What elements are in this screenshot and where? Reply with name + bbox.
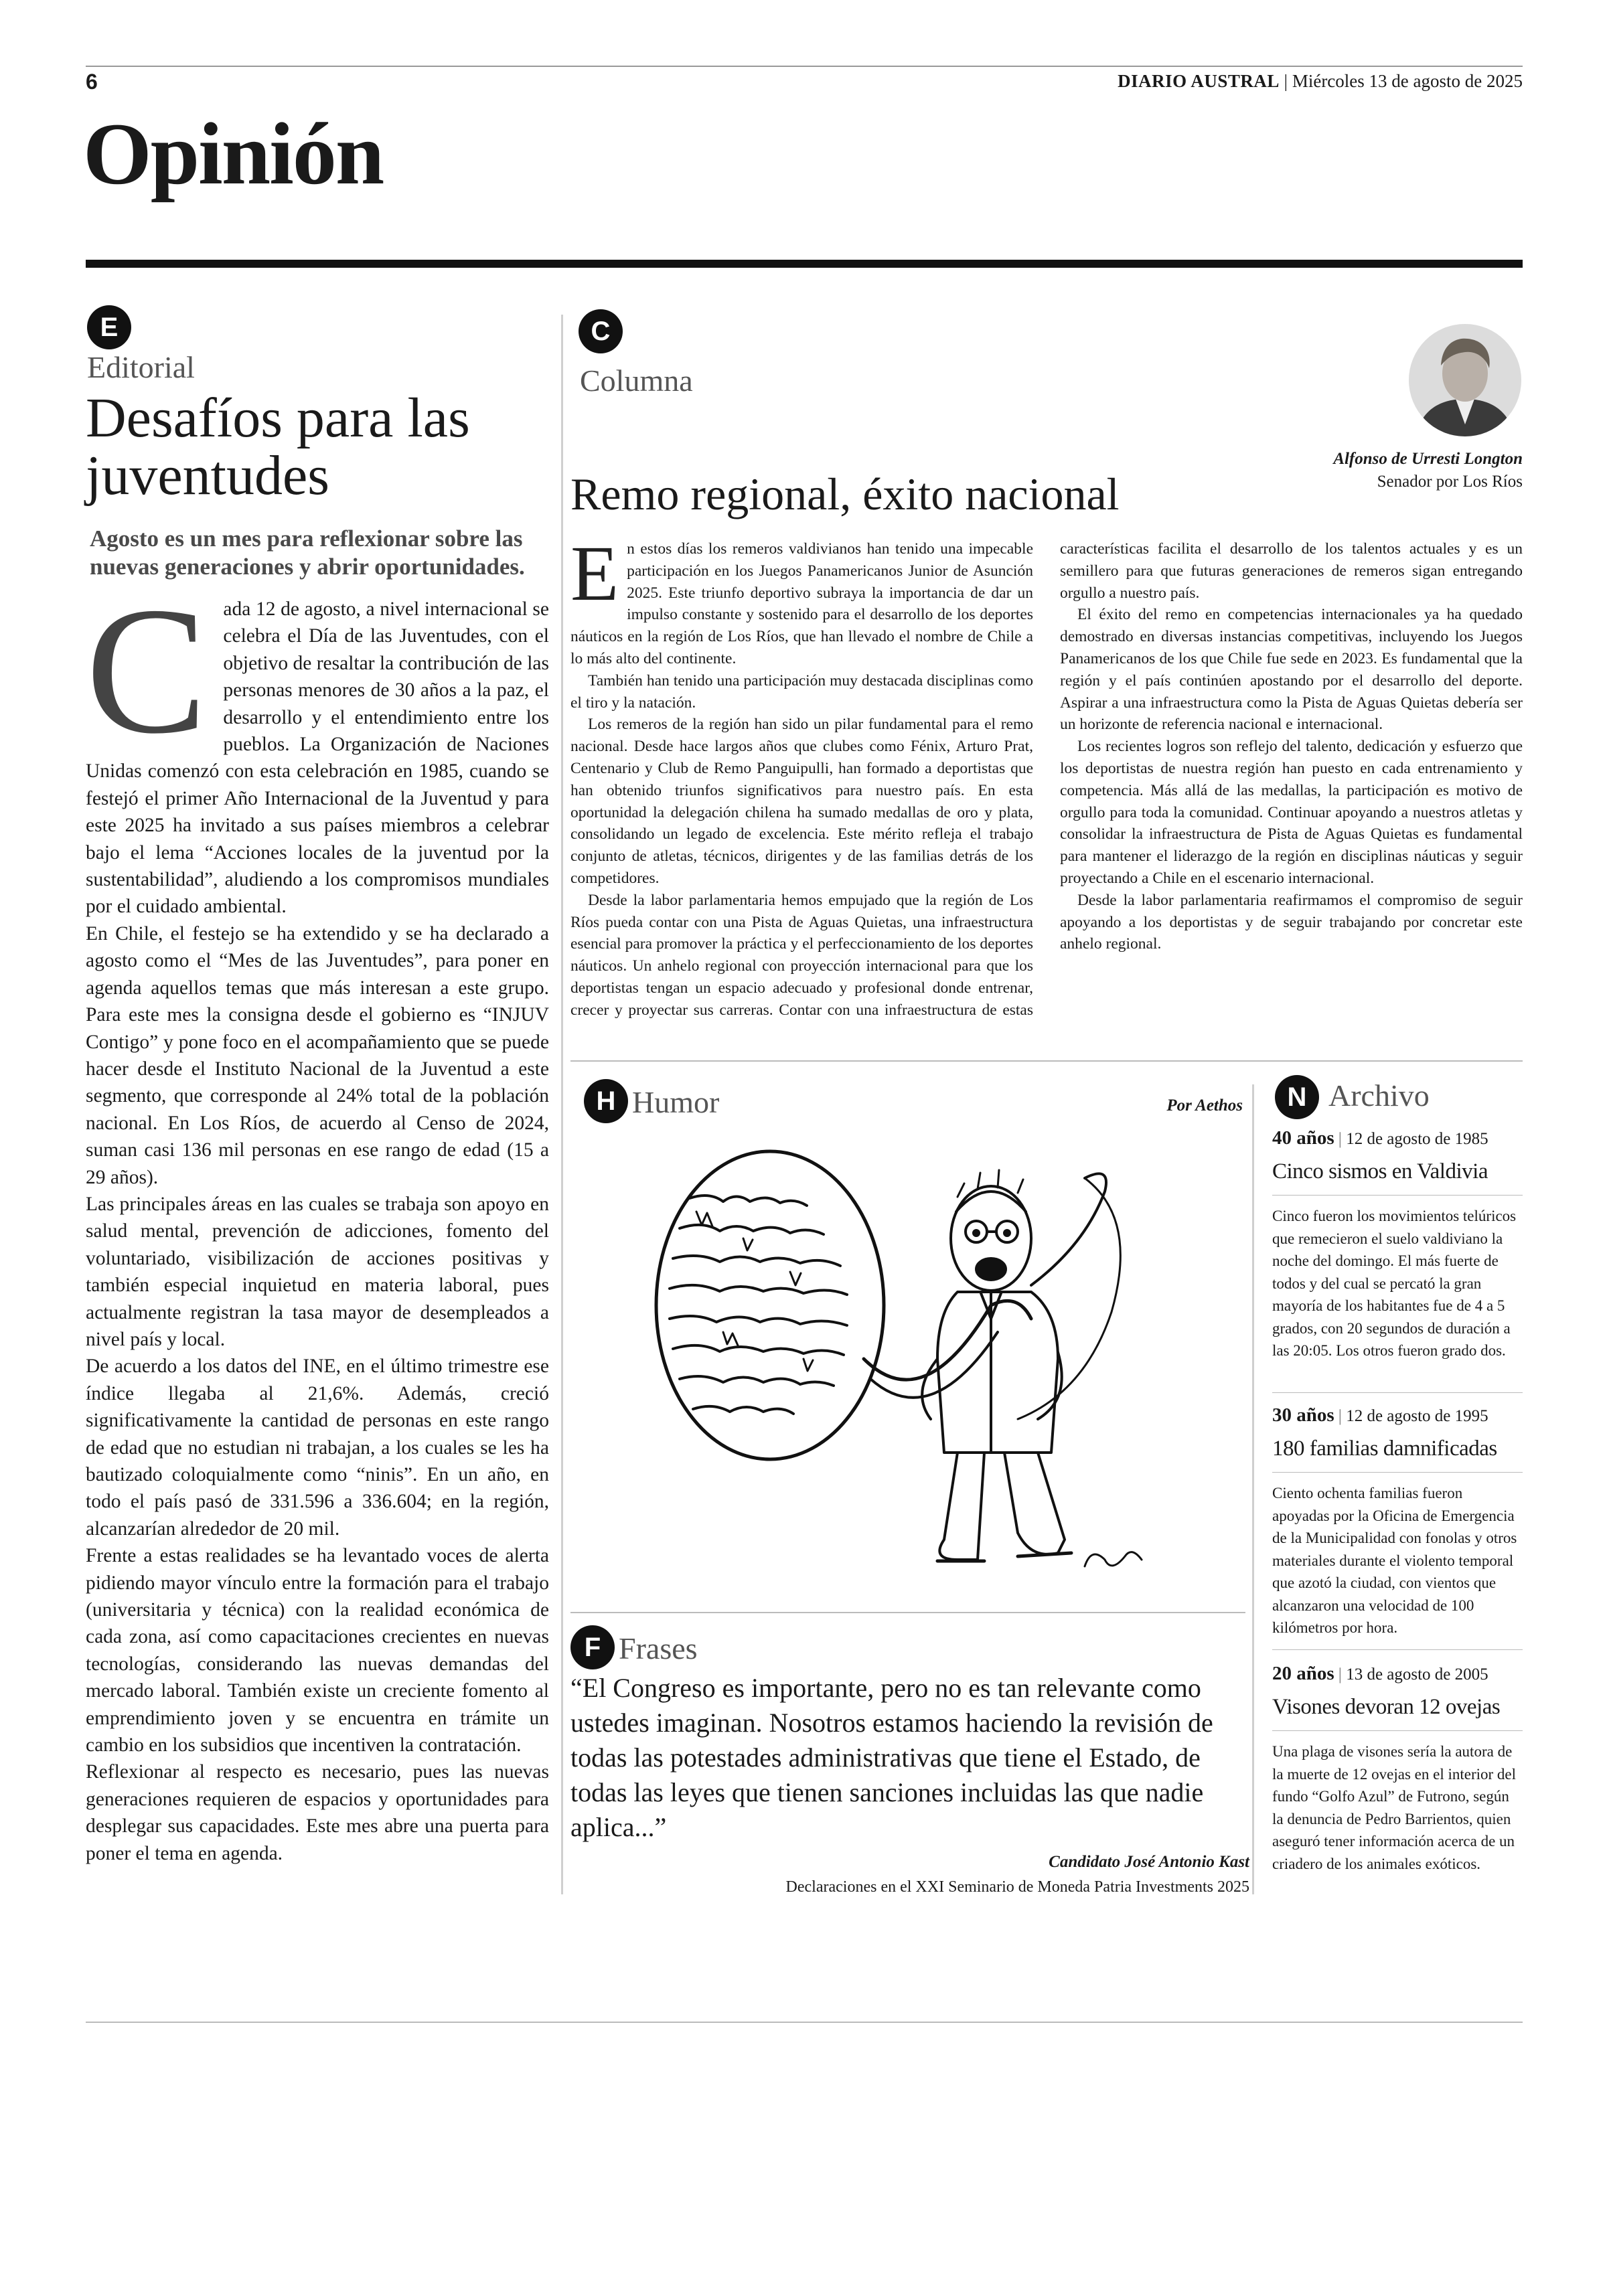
- archivo-date: 12 de agosto de 1985: [1346, 1130, 1488, 1148]
- editorial-paragraph: Frente a estas realidades se ha levantado voces de alerta pidiendo mayor vínculo entre la formación para el trabajo (universitaria y técnica) con la realidad económica de cada zona, así como capacitaciones crecientes en nuevas tecnologías, considerando las nuevas demandas del mercado laboral. También existe un creciente fomento al emprendimiento joven y se encuentra en trámite un cambio en los subsidios que incentiven la contratación.: [86, 1545, 549, 1756]
- column-label: Columna: [580, 363, 693, 398]
- humor-label: Humor: [632, 1085, 720, 1119]
- humor-badge: H: [584, 1079, 628, 1123]
- editorial-title: Desafíos para las juventudes: [86, 387, 470, 507]
- archivo-years: 20 años: [1272, 1663, 1334, 1684]
- editorial-body: [86, 570, 549, 1867]
- editorial-paragraph: De acuerdo a los datos del INE, en el último trimestre ese índice llegaba al 21,6%. Además, creció significativamente la cantidad de personas en este rango de edad que no estudian ni trabajan, a los cuales se les ha bautizado coloquialmente como “ninis”. En un año, en todo el país pasó de 331.596 a 336.604; en la región, alcanzarían alrededor de 20 mil.: [86, 1356, 549, 1540]
- editorial-drop-cap: C: [86, 570, 208, 771]
- archivo-date: 12 de agosto de 1995: [1346, 1407, 1488, 1425]
- archivo-headline: Cinco sismos en Valdivia: [1272, 1159, 1488, 1183]
- header-thick-rule: [86, 260, 1523, 268]
- archivo-divider: [1272, 1392, 1523, 1393]
- author-portrait-icon: [1409, 324, 1521, 436]
- top-rule: [86, 66, 1523, 67]
- archivo-item: 40 años | 12 de agosto de 1985 Cinco sismos en Valdivia Cinco fueron los movimientos telúricos que remecieron el suelo valdiviano la noche del domingo. El más fuerte de todos y del cual se percató la gran mayoría de los habitantes fue de 4 a 5 grados, con 20 segundos de duración a las 20:05. Los otros fueron grado dos.: [1272, 1127, 1523, 1362]
- archivo-years: 40 años: [1272, 1127, 1334, 1149]
- archivo-headline: Visones devoran 12 ovejas: [1272, 1695, 1501, 1719]
- editorial-paragraph: Reflexionar al respecto es necesario, pues las nuevas generaciones requieren de espacios y oportunidades para desplegar sus capacidades. Este mes abre una puerta para poner el tema en agenda.: [86, 1761, 549, 1864]
- archivo-headline-rule: [1272, 1730, 1523, 1731]
- frases-badge: F: [570, 1625, 615, 1669]
- archivo-text: Una plaga de visones sería la autora de la muerte de 12 ovejas en el interior del fundo “Golfo Azul” de Futrono, según la denuncia de Pedro Barrientos, quien aseguró tener información acerca de un criadero de los animales exóticos.: [1272, 1743, 1517, 1872]
- editorial-badge: E: [87, 305, 131, 349]
- column-paragraph: Desde la labor parlamentaria reafirmamos el compromiso de seguir apoyando a los deportistas y de seguir trabajando por concretar este anhelo regional.: [1060, 891, 1523, 953]
- column-author-role: Senador por Los Ríos: [1377, 473, 1523, 491]
- archivo-item: 20 años | 13 de agosto de 2005 Visones devoran 12 ovejas Una plaga de visones sería la autora de la muerte de 12 ovejas en el interior del fundo “Golfo Azul” de Futrono, según la denuncia de Pedro Barrientos, quien aseguró tener información acerca de un criadero de los animales exóticos.: [1272, 1663, 1523, 1875]
- archivo-headline-rule: [1272, 1195, 1523, 1196]
- section-title: Opinión: [83, 104, 384, 203]
- bottom-rule: [86, 2022, 1523, 2023]
- column-paragraph: Los remeros de la región han sido un pilar fundamental para el remo nacional. Desde hace largos años que clubes como Fénix, Arturo Prat, Centenario y Club de Remo Panguipulli, han formado a deportistas que han obtenido triunfos significativos para nuestro país. En esta oportunidad la delegación chilena ha sumado medallas de oro y plata, consolidando un legado de excelencia. Este mérito refleja el trabajo conjunto de atletas, técnicos, dirigentes y de las familias detrás de los competidores.: [570, 716, 1033, 887]
- column-drop-cap: E: [570, 529, 619, 617]
- cartoon-illustration-icon: [643, 1138, 1165, 1593]
- column-paragraph: También han tenido una participación muy destacada disciplinas como el tiro y la natación.: [570, 671, 1033, 712]
- frases-quote: “El Congreso es importante, pero no es tan relevante como ustedes imaginan. Nosotros estamos haciendo la revisión de todas las potestades administrativas que tiene el Estado, de todas las leyes que tienen sanciones incluidas las que nadie aplica...”: [570, 1673, 1213, 1842]
- editorial-subtitle: Agosto es un mes para reflexionar sobre las nuevas generaciones y abrir oportunidades.: [90, 525, 525, 580]
- archivo-headline: 180 familias damnificadas: [1272, 1437, 1497, 1461]
- author-photo: [1409, 324, 1521, 436]
- humor-credit: Por Aethos: [1166, 1096, 1243, 1115]
- column-paragraph: Desde la labor parlamentaria hemos empujado que la región de Los Ríos pueda contar con una Pista de Aguas Quietas, una infraestructura esencial para promover la práctica y el perfeccionamiento de los deportes náuticos. Un anhelo regional con proyección internacional para que los deportistas tengan un espacio adecuado y profesional donde entrenar, crecer y proyectar sus carreras. Contar con una infraestructura de estas características facilita el desarrollo de los talentos actuales y es un semillero para que futuras generaciones de remeros sigan entregando orgullo a nuestro país.: [570, 540, 1523, 1019]
- archivo-years: 30 años: [1272, 1404, 1334, 1426]
- editorial-paragraph: Las principales áreas en las cuales se trabaja son apoyo en salud mental, prevención de adicciones, fomento del voluntariado, visibilización de acciones positivas y también especial inquietud en materia laboral, pues actualmente registran la tasa mayor de desempleados a nivel país y local.: [86, 1193, 549, 1350]
- archivo-item: 30 años | 12 de agosto de 1995 180 familias damnificadas Ciento ochenta familias fueron apoyadas por la Oficina de Emergencia de la Municipalidad con fonolas y otros materiales durante el violento temporal que azotó la ciudad, con vientos que alcanzaron una velocidad de 100 kilómetros por hora.: [1272, 1404, 1523, 1639]
- frases-top-rule: [570, 1612, 1245, 1613]
- editorial-paragraph: ada 12 de agosto, a nivel internacional se celebra el Día de las Juventudes, con el objetivo de resaltar la contribución de las personas menores de 30 años a la paz, el desarrollo y el entendimiento entre los pueblos. La Organización de Naciones Unidas comenzó con esta celebración en 1985, cuando se festejó el primer Año Internacional de la Juventud y para este 2025 ha invitado a sus países miembros a celebrar bajo el lema “Acciones locales de la juventud por la sustentabilidad”, aludiendo a los compromisos mundiales por el cuidado ambiental.: [86, 598, 549, 918]
- column-author: Alfonso de Urresti Longton: [1333, 450, 1523, 468]
- editorial-paragraph: En Chile, el festejo se ha extendido y se ha declarado a agosto como el “Mes de las Juventudes”, para poner en agenda aquellos temas que más interesan a este grupo. Para este mes la consigna desde el gobierno es “INJUV Contigo” y pone foco en el acompañamiento que se puede hacer desde el Instituto Nacional de la Juventud a este segmento, que corresponde al 24% total de la población nacional. En Los Ríos, de acuerdo al Censo de 2024, suman casi 136 mil personas en ese rango de edad (15 a 29 años).: [86, 922, 549, 1188]
- frases-attribution: Candidato José Antonio Kast: [1049, 1853, 1249, 1871]
- humor-cartoon: [643, 1138, 1165, 1593]
- newspaper-name: DIARIO AUSTRAL: [1118, 71, 1280, 91]
- column-paragraph: n estos días los remeros valdivianos han tenido una impecable participación en los Juegos Panamericanos Junior de Asunción 2025. Este triunfo deportivo subraya la importancia de dar un impulso constante y sostenido para el desarrollo de los deportes náuticos en la región de Los Ríos, que han llevado el nombre de Chile a lo más alto del continente.: [570, 540, 1033, 667]
- archivo-divider: [1272, 1649, 1523, 1650]
- archivo-date: 13 de agosto de 2005: [1346, 1665, 1488, 1684]
- column-title: Remo regional, éxito nacional: [570, 469, 1120, 519]
- humor-top-rule: [570, 1060, 1523, 1062]
- archivo-text: Cinco fueron los movimientos telúricos que remecieron el suelo valdiviano la noche del domingo. El más fuerte de todos y del cual se percató la gran mayoría de los habitantes fue de 4 a 5 grados, con 20 segundos de duración a las 20:05. Los otros fueron grado dos.: [1272, 1208, 1517, 1359]
- column-body: [570, 529, 1523, 1036]
- archivo-headline-rule: [1272, 1472, 1523, 1473]
- masthead-dateline: [1118, 71, 1523, 92]
- issue-date: Miércoles 13 de agosto de 2025: [1292, 71, 1523, 91]
- editorial-label: Editorial: [87, 350, 195, 384]
- column-paragraph: El éxito del remo en competencias internacionales ya ha quedado demostrado en diversas instancias competitivas, incluyendo los Juegos Panamericanos de los que Chile fue sede en 2023. Es fundamental que la región y el país continúen apostando por el desarrollo del deporte. Aspirar a una infraestructura como la Pista de Aguas Quietas debería ser un horizonte de referencia nacional e internacional.: [1060, 606, 1523, 734]
- dateline-separator: |: [1284, 71, 1288, 91]
- archivo-label: Archivo: [1328, 1078, 1430, 1113]
- frases-label: Frases: [619, 1631, 698, 1665]
- archivo-text: Ciento ochenta familias fueron apoyadas por la Oficina de Emergencia de la Municipalidad con fonolas y otros materiales durante el violento temporal que azotó la ciudad, con vientos que alcanzaron una velocidad de 100 kilómetros por hora.: [1272, 1485, 1517, 1636]
- column-divider-mid: [1252, 1084, 1254, 1894]
- column-badge: C: [579, 309, 623, 353]
- frases-context: Declaraciones en el XXI Seminario de Moneda Patria Investments 2025: [785, 1878, 1249, 1896]
- column-divider-left: [561, 315, 563, 1894]
- page-number: 6: [86, 70, 98, 94]
- archivo-badge: N: [1275, 1075, 1319, 1119]
- column-paragraph: Los recientes logros son reflejo del talento, dedicación y esfuerzo que los deportistas de nuestra región han puesto en cada entrenamiento y competencia. Más allá de las medallas, la participación es motivo de orgullo para toda la comunidad. Continuar apoyando a nuestros atletas y consolidar la infraestructura de Pista de Aguas Quietas es fundamental para mantener el liderazgo de la región en disciplinas náuticas y seguir proyectando a Chile en el escenario internacional.: [1060, 738, 1523, 887]
